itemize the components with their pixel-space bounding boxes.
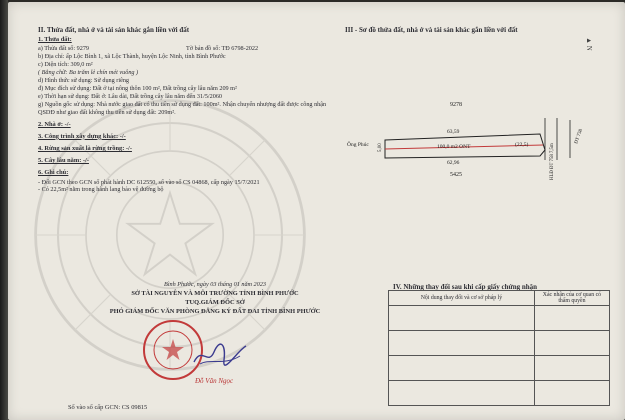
usage-purpose: đ) Mục đích sử dụng: Đất ở tại nông thôn 100 m², Đất trồng cây lâu năm 209 m²	[38, 84, 237, 92]
scan-edge	[0, 0, 8, 420]
plot-label-road-corridor: HLĐ ĐT 758 7,5m	[550, 143, 555, 180]
north-arrow-icon: ▲ N	[584, 37, 593, 51]
changes-empty-cell	[389, 306, 535, 331]
issuing-agency: SỞ TÀI NGUYÊN VÀ MÔI TRƯỜNG TỈNH BÌNH PHƯỚC	[131, 290, 299, 297]
area-in-words: ( Bằng chữ: Ba trăm lẻ chín mét vuông )	[38, 68, 139, 76]
handwritten-signature-icon	[190, 340, 250, 370]
section-ii-title: II. Thửa đất, nhà ở và tài sản khác gắn liền với đất	[38, 26, 190, 34]
changes-empty-cell	[389, 381, 535, 406]
notes-heading: 6. Ghi chú:	[38, 169, 69, 177]
changes-empty-cell	[389, 331, 535, 356]
parcel-number: a) Thửa đất số: 9279	[38, 45, 90, 53]
usage-origin: g) Nguồn gốc sử dụng: Nhà nước giao đất có thu tiền sử dụng đất: 100m². Nhận chuyển nhượng đất được công nhận QSDĐ như giao đất không thu tiền sử dụng đất: 209m².	[38, 100, 327, 116]
usage-form: d) Hình thức sử dụng: Sử dụng riêng	[38, 76, 130, 84]
changes-table	[388, 290, 610, 406]
address: b) Địa chỉ: ấp Lộc Bình 1, xã Lộc Thành, huyện Lộc Ninh, tỉnh Bình Phước	[38, 53, 226, 61]
parcel-sketch	[345, 100, 605, 220]
signing-date: Bình Phước, ngày 03 tháng 01 năm 2023	[164, 281, 266, 288]
on-behalf-line: TUQ.GIÁM ĐỐC SỞ	[185, 299, 245, 306]
perennial-item: 5. Cây lâu năm: -/-	[38, 157, 89, 165]
note-exchange: - Đổi GCN theo GCN số phát hành DC 612550, số vào sổ CS 04868, cấp ngày 15/7/2021	[38, 178, 260, 186]
plot-label-neighbor: Ông Phúc	[347, 142, 369, 148]
usage-term: e) Thời hạn sử dụng: Đất ở: Lâu dài, Đất trồng cây lâu năm đến 31/5/2060	[38, 92, 223, 100]
construction-item: 3. Công trình xây dựng khác: -/-	[38, 132, 126, 140]
map-sheet-number: Tờ bản đồ số: TĐ 6798-2022	[186, 45, 259, 53]
plot-label-area: 100,0 m2 ONT	[437, 144, 471, 150]
plot-label-corridor: (22,5)	[515, 142, 529, 148]
plot-label-bottom-dim: 62,96	[447, 160, 460, 166]
changes-col-confirmation: Xác nhận của cơ quan có thẩm quyền	[534, 291, 609, 306]
parcel-sketch-drawing	[345, 100, 605, 220]
signature-block	[80, 281, 350, 315]
forest-item: 4. Rừng sản xuất là rừng trồng: -/-	[38, 144, 132, 152]
signer-name: Đỗ Văn Ngọc	[195, 377, 234, 385]
changes-empty-cell	[389, 356, 535, 381]
parcel-number-row	[38, 45, 328, 53]
house-item: 2. Nhà ở: -/-	[38, 120, 71, 128]
section-iv-title: IV. Những thay đổi sau khi cấp giấy chứng nhận	[393, 283, 538, 291]
changes-empty-cell	[534, 381, 609, 406]
changes-empty-cell	[534, 356, 609, 381]
changes-col-content: Nội dung thay đổi và cơ sở pháp lý	[389, 291, 535, 306]
parcel-info-section	[38, 26, 328, 194]
note-corridor: - Có 22,5m² nằm trong hành lang bảo vệ đường bộ	[38, 186, 164, 194]
land-heading: 1. Thửa đất:	[38, 35, 72, 43]
changes-empty-cell	[534, 331, 609, 356]
signer-position: PHÓ GIÁM ĐỐC VĂN PHÒNG ĐĂNG KÝ ĐẤT ĐAI TỈNH BÌNH PHƯỚC	[109, 308, 321, 315]
plot-label-lower: 5425	[450, 172, 462, 178]
plot-label-parcel: 9278	[450, 102, 462, 108]
plot-label-road: ĐT 758	[574, 128, 585, 145]
plot-label-left-side: 5,00	[378, 143, 383, 152]
changes-empty-cell	[534, 306, 609, 331]
section-iii-title: III - Sơ đồ thửa đất, nhà ở và tài sản khác gắn liền với đất	[345, 26, 518, 34]
area: c) Diện tích: 309,0 m²	[38, 61, 93, 69]
registration-number: Số vào sổ cấp GCN: CS 09815	[68, 404, 148, 411]
plot-label-top-dim: 63,59	[447, 129, 460, 135]
